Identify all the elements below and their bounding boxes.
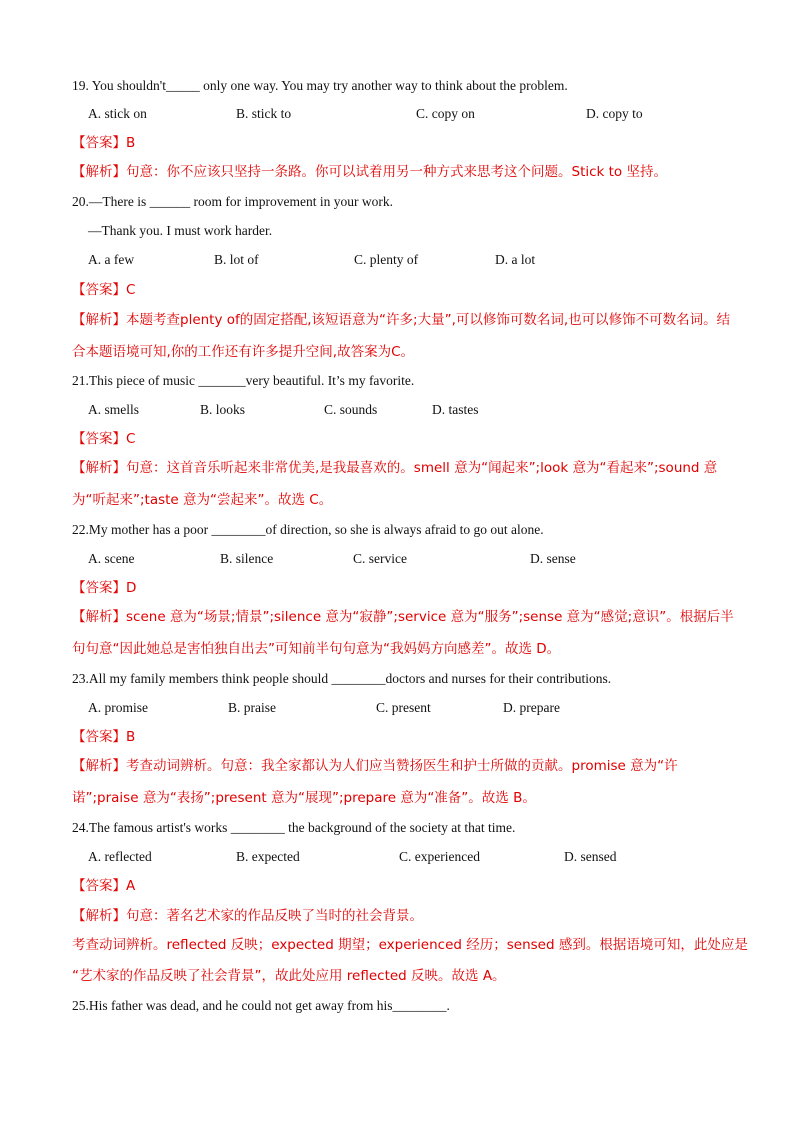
option-b: B. praise bbox=[228, 700, 276, 715]
option-b: B. looks bbox=[200, 402, 246, 417]
option-a: A. smells bbox=[88, 402, 140, 417]
option-a: A. reflected bbox=[88, 849, 152, 864]
explanation: 【解析】scene 意为“场景;情景”;silence 意为“寂静”;service 意为“服务”;sense 意为“感觉;意识”。根据后半句句意“因此她总是害怕独自出去”可知前半句句意为“我妈妈方向感差”。故选 D。 bbox=[72, 609, 734, 657]
answer-label: 【答案】A bbox=[72, 878, 136, 894]
explanation: 【解析】本题考查plenty of的固定搭配,该短语意为“许多;大量”,可以修饰可数名词,也可以修饰不可数名词。结合本题语境可知,你的工作还有许多提升空间,故答案为C。 bbox=[72, 312, 731, 360]
answer-label: 【答案】D bbox=[72, 580, 137, 596]
option-c: C. sounds bbox=[324, 402, 378, 417]
option-c: C. present bbox=[376, 700, 431, 715]
explanation: 【解析】考查动词辨析。句意：我全家都认为人们应当赞扬医生和护士所做的贡献。promise 意为“许诺”;praise 意为“表扬”;present 意为“展现”;prepare 意为“准备”。故选 B。 bbox=[72, 758, 678, 806]
option-a: A. a few bbox=[88, 252, 135, 267]
question-stem-reply: —Thank you. I must work harder. bbox=[88, 223, 273, 238]
option-b: B. stick to bbox=[236, 106, 292, 121]
option-c: C. service bbox=[353, 551, 407, 566]
answer-label: 【答案】C bbox=[72, 431, 136, 447]
option-c: C. plenty of bbox=[354, 252, 419, 267]
question-stem: 21.This piece of music _______very beautiful. It’s my favorite. bbox=[72, 373, 415, 388]
option-a: A. promise bbox=[88, 700, 148, 715]
question-stem: 20.—There is ______ room for improvement in your work. bbox=[72, 194, 393, 209]
explanation: 【解析】句意：著名艺术家的作品反映了当时的社会背景。 bbox=[72, 908, 423, 924]
option-a: A. scene bbox=[88, 551, 135, 566]
option-d: D. sensed bbox=[564, 849, 617, 864]
option-d: D. sense bbox=[530, 551, 576, 566]
explanation-line: 考查动词辨析。reflected 反映；expected 期望；experienced 经历；sensed 感到。根据语境可知，此处应是 bbox=[72, 937, 748, 953]
explanation-line: “艺术家的作品反映了社会背景”，故此处应用 reflected 反映。故选 A。 bbox=[72, 968, 506, 984]
option-d: D. copy to bbox=[586, 106, 643, 121]
option-c: C. experienced bbox=[399, 849, 480, 864]
explanation: 【解析】句意：这首音乐听起来非常优美,是我最喜欢的。smell 意为“闻起来”;look 意为“看起来”;sound 意为“听起来”;taste 意为“尝起来”。故选 C。 bbox=[72, 460, 718, 508]
question-stem: 25.His father was dead, and he could not get away from his________. bbox=[72, 998, 450, 1013]
option-b: B. silence bbox=[220, 551, 274, 566]
question-stem: 24.The famous artist's works ________ the background of the society at that time. bbox=[72, 820, 516, 835]
option-d: D. prepare bbox=[503, 700, 560, 715]
question-stem: 23.All my family members think people should ________doctors and nurses for their contributions. bbox=[72, 671, 612, 686]
option-c: C. copy on bbox=[416, 106, 475, 121]
answer-label: 【答案】B bbox=[72, 729, 136, 745]
question-stem: 19. You shouldn't_____ only one way. You may try another way to think about the problem. bbox=[72, 78, 568, 93]
option-d: D. tastes bbox=[432, 402, 479, 417]
answer-label: 【答案】B bbox=[72, 135, 136, 151]
option-b: B. expected bbox=[236, 849, 300, 864]
question-stem: 22.My mother has a poor ________of direction, so she is always afraid to go out alone. bbox=[72, 522, 544, 537]
answer-label: 【答案】C bbox=[72, 282, 136, 298]
explanation: 【解析】句意：你不应该只坚持一条路。你可以试着用另一种方式来思考这个问题。Stick to 坚持。 bbox=[72, 164, 667, 180]
option-b: B. lot of bbox=[214, 252, 259, 267]
option-a: A. stick on bbox=[88, 106, 147, 121]
option-d: D. a lot bbox=[495, 252, 536, 267]
